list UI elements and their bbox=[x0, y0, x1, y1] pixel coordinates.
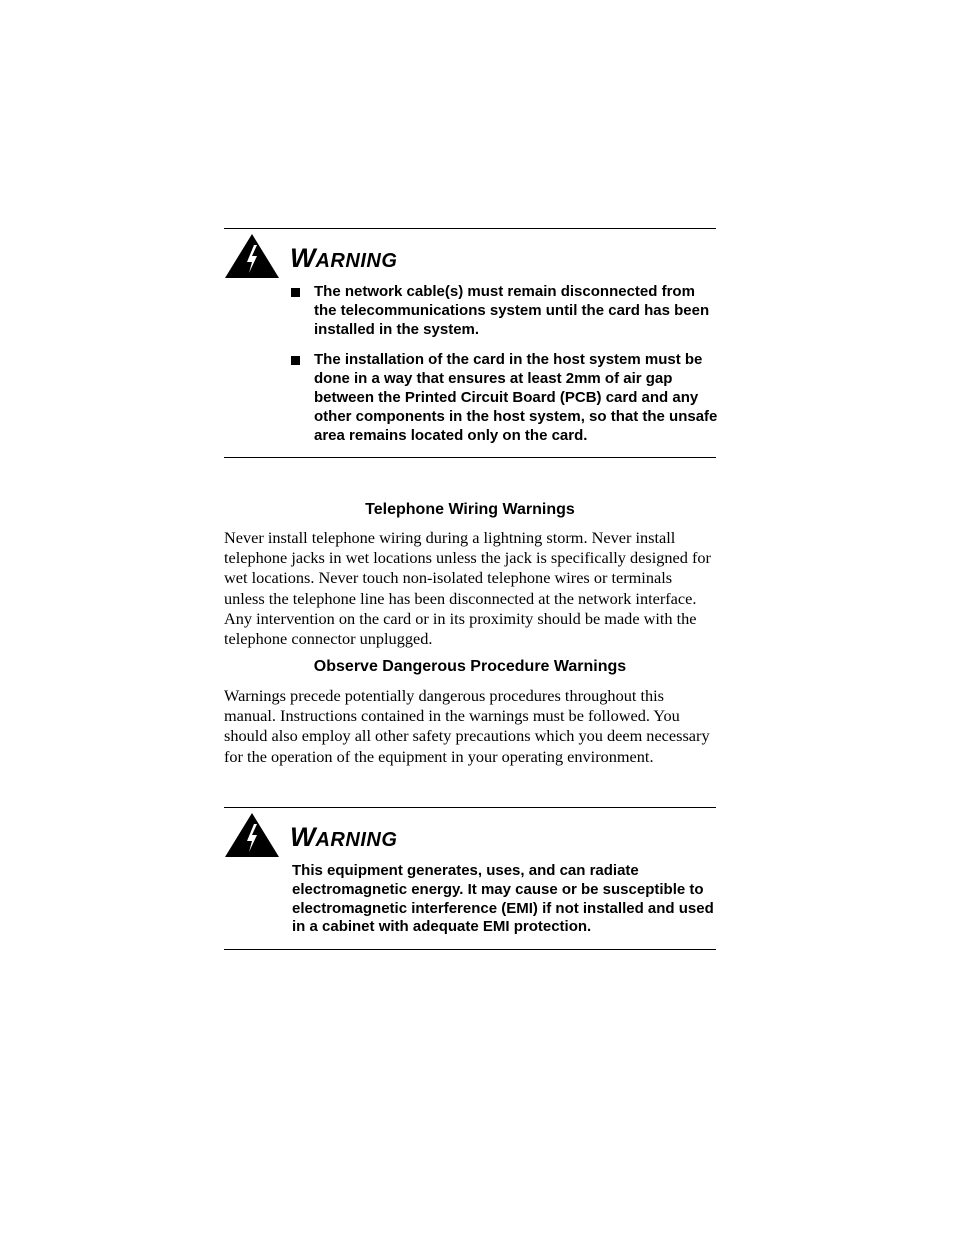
procedure-section-heading: Observe Dangerous Procedure Warnings bbox=[313, 658, 627, 675]
telephone-section-body: Never install telephone wiring during a lightning storm. Never install telephone jacks in wet locations unless the jack is specifically designed for wet locations. Never touch non-isolated telephone wires or terminals unless the telephone line has been disconnected at the network interface. Any intervention on the card or in its proximity should be made with the telephone connector unplugged. bbox=[224, 528, 711, 649]
procedure-section-body: Warnings precede potentially dangerous procedures throughout this manual. Instructions contained in the warnings must be followed. You should also employ all other safety precautions which you deem necessary for the operation of the equipment in your operating environment. bbox=[224, 686, 710, 766]
warning1-title: WARNING bbox=[290, 243, 398, 273]
warning2-title: WARNING bbox=[290, 822, 398, 852]
bullet-square-icon bbox=[291, 356, 300, 365]
warning2-text: This equipment generates, uses, and can radiate electromagnetic energy. It may cause or be susceptible to electromagnetic interference (EMI) if not installed and used in a cabinet with adequate EMI protection. bbox=[292, 862, 714, 936]
bullet-square-icon bbox=[291, 288, 300, 297]
lightning-warning-icon bbox=[224, 811, 280, 859]
list-item: The installation of the card in the host system must be done in a way that ensures at least 2mm of air gap between the Printed Circuit Board (PCB) card and any other components in the host system, so that the unsafe area remains located only on the card. bbox=[290, 351, 720, 445]
warning1-list bbox=[290, 283, 720, 445]
warning2-bottom-rule bbox=[224, 949, 716, 950]
warning2-top-rule bbox=[224, 807, 716, 808]
warning1-top-rule bbox=[224, 228, 716, 229]
lightning-warning-icon bbox=[224, 232, 280, 280]
warning1-bottom-rule bbox=[224, 457, 716, 458]
list-item: The network cable(s) must remain disconnected from the telecommunications system until the card has been installed in the system. bbox=[290, 283, 720, 339]
telephone-section-heading: Telephone Wiring Warnings bbox=[365, 501, 575, 518]
